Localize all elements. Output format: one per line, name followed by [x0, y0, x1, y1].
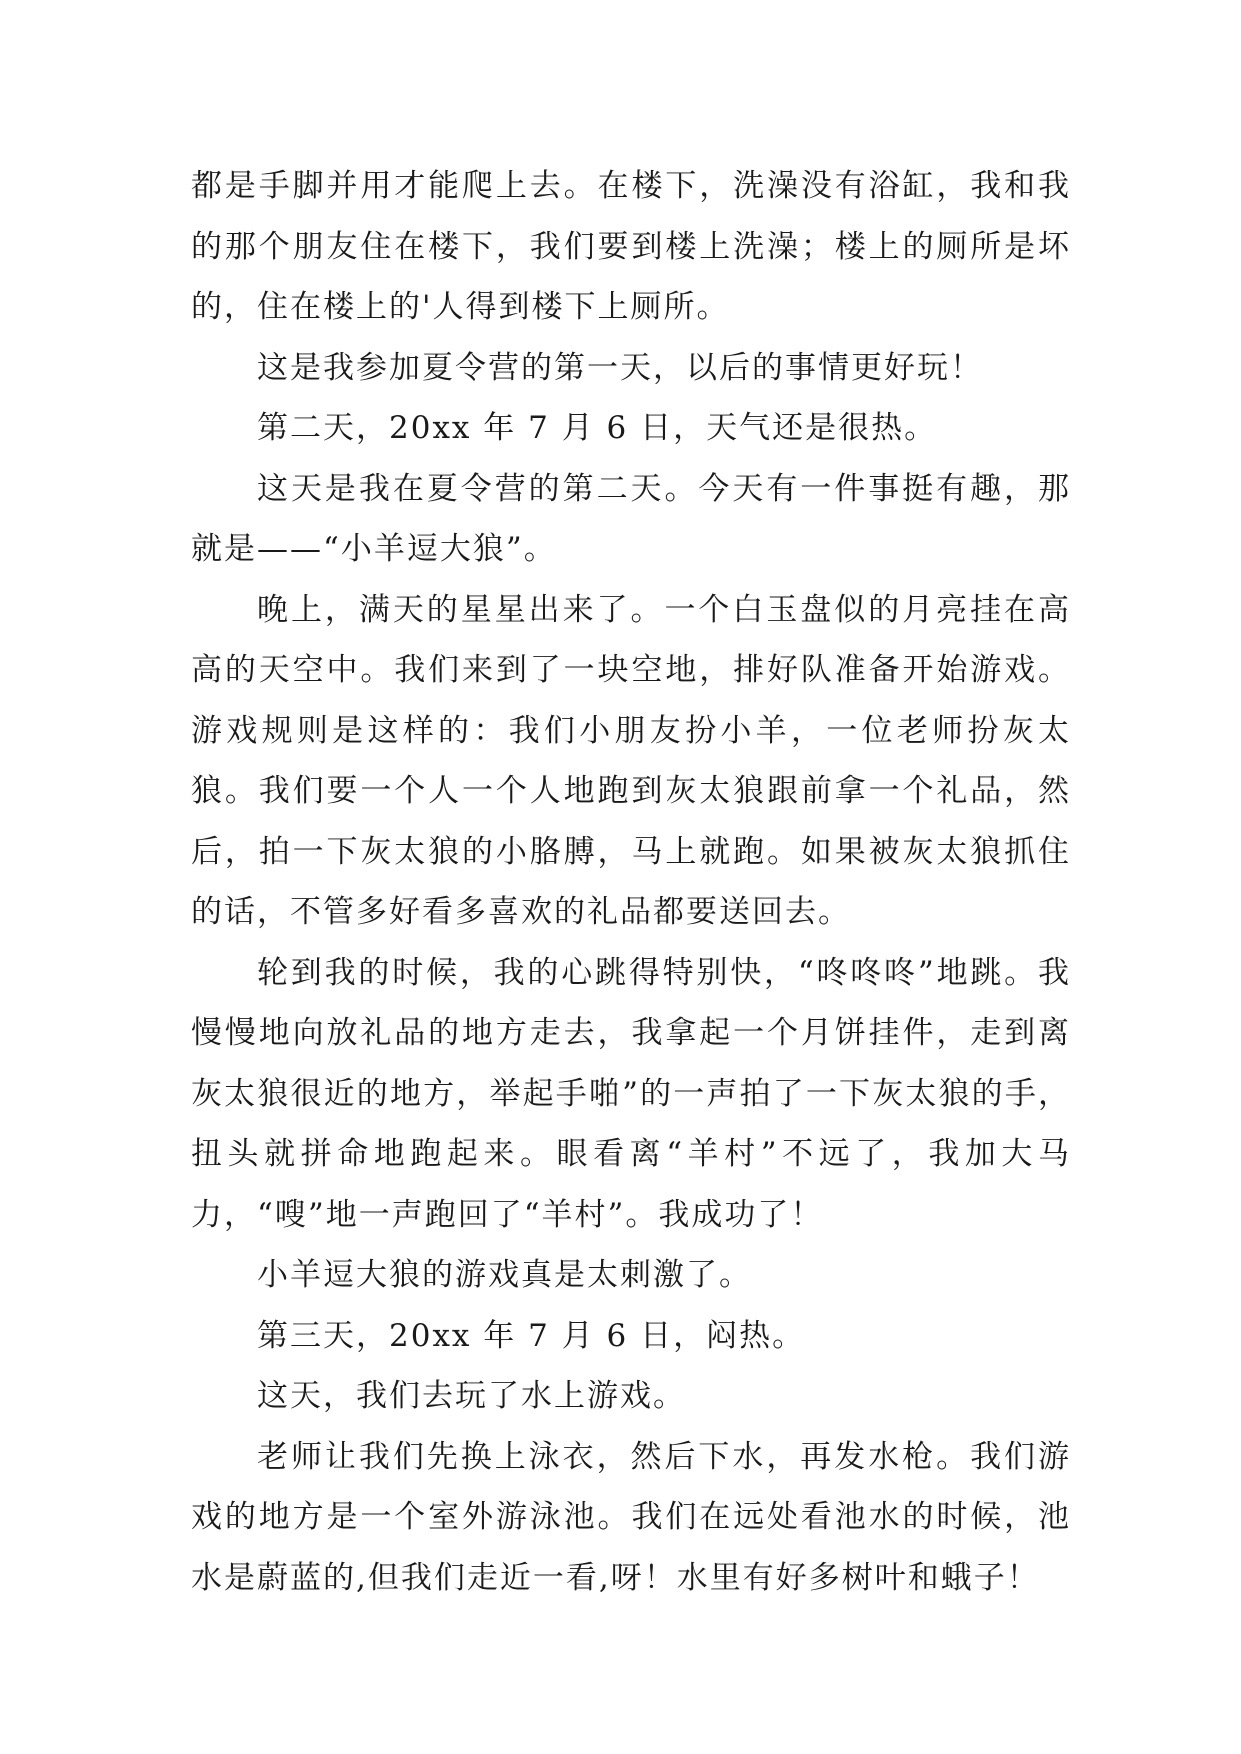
paragraph: 第三天，20xx 年 7 月 6 日，闷热。: [257, 1317, 806, 1354]
paragraph: 第二天，20xx 年 7 月 6 日，天气还是很热。: [257, 410, 938, 446]
paragraph: 轮到我的时候，我的心跳得特别快，“咚咚咚”地跳。我慢慢地向放礼品的地方走去，我拿起一个月饼挂件，走到离灰太狼很近的地方，举起手啪”的一声拍了一下灰太狼的手，扭头就拼命地跑起来。眼看离“羊村”不远了，我加大马力，“嗖”地一声跑回了“羊村”。我成功了！: [191, 954, 1071, 1233]
paragraph: 这天，我们去玩了水上游戏。: [257, 1378, 686, 1414]
paragraph: 都是手脚并用才能爬上去。在楼下，洗澡没有浴缸，我和我的那个朋友住在楼下，我们要到楼上洗澡；楼上的厕所是坏的，住在楼上的'人得到楼下上厕所。: [191, 168, 1071, 325]
paragraph: 晚上，满天的星星出来了。一个白玉盘似的月亮挂在高高的天空中。我们来到了一块空地，排好队准备开始游戏。游戏规则是这样的：我们小朋友扮小羊，一位老师扮灰太狼。我们要一个人一个人地跑到灰太狼跟前拿一个礼品，然后，拍一下灰太狼的小胳膊，马上就跑。如果被灰太狼抓住的话，不管多好看多喜欢的礼品都要送回去。: [191, 591, 1071, 930]
paragraph: 这是我参加夏令营的第一天，以后的事情更好玩！: [257, 349, 983, 386]
document-body: [191, 156, 1071, 1608]
paragraph: 小羊逗大狼的游戏真是太刺激了。: [257, 1257, 752, 1293]
paragraph: 老师让我们先换上泳衣，然后下水，再发水枪。我们游戏的地方是一个室外游泳池。我们在远处看池水的时候，池水是蔚蓝的,但我们走近一看,呀！水里有好多树叶和蛾子！: [191, 1438, 1071, 1596]
paragraph: 这天是我在夏令营的第二天。今天有一件事挺有趣，那就是——“小羊逗大狼”。: [191, 470, 1071, 567]
